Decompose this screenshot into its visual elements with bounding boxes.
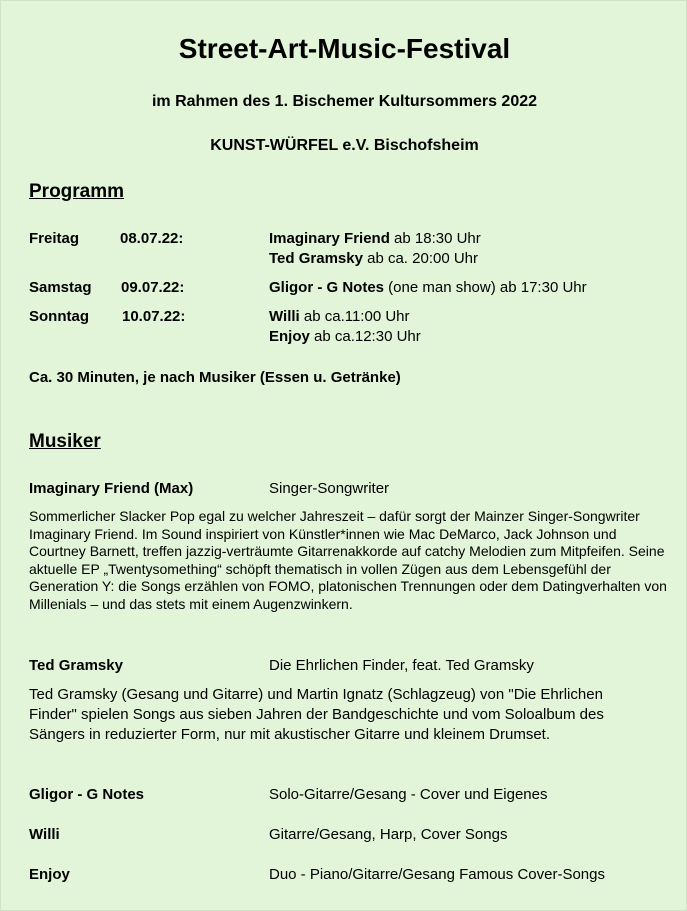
- musician-bio: Ted Gramsky (Gesang und Gitarre) und Martin Ignatz (Schlagzeug) von "Die Ehrlichen Finder" spielen Songs aus sieben Jahren der Bandgeschichte und vom Soloalbum des Sängers in reduzierter Form, nur mit akustischer Gitarre und kleinem Drumset.: [29, 686, 604, 743]
- musician-genre: Solo-Gitarre/Gesang - Cover und Eigenes: [269, 786, 548, 803]
- musiker-heading: Musiker: [29, 431, 101, 452]
- musician-genre: Singer-Songwriter: [269, 480, 390, 497]
- musician-genre: Gitarre/Gesang, Harp, Cover Songs: [269, 826, 508, 843]
- act-entry: [269, 250, 478, 267]
- page-title: Street-Art-Music-Festival: [178, 33, 511, 64]
- act-name: Willi: [269, 308, 300, 325]
- act-name: Ted Gramsky: [269, 250, 363, 267]
- day-label: Sonntag: [29, 308, 89, 325]
- act-entry: [269, 308, 410, 325]
- date-label: 08.07.22:: [120, 230, 184, 247]
- musician-name: Ted Gramsky: [29, 657, 123, 674]
- day-label: Samstag: [29, 279, 92, 296]
- musician-bio: Sommerlicher Slacker Pop egal zu welcher Jahreszeit – dafür sorgt der Mainzer Singer-Songwriter Imaginary Friend. Im Sound inspiriert von Künstler*innen wie Mac DeMarco, Jack Johnson und Courtney Barnett, treffen jazzig-verträumte Gitarrenakkorde auf catchy Melodien zum Mitpfeifen. Seine aktuelle EP „Twentysomething“ schöpft thematisch in vollen Zügen aus dem Lebensgefühl der Generation Y: die Songs erzählen von FOMO, platonischen Trennungen oder dem Datingverhalten von Millenials – und das stets mit einem Augenzwinkern.: [29, 508, 667, 612]
- day-label: Freitag: [29, 230, 80, 247]
- act-name: Imaginary Friend: [269, 230, 390, 247]
- subtitle: im Rahmen des 1. Bischemer Kultursommers 2022: [151, 93, 538, 110]
- duration-note: Ca. 30 Minuten, je nach Musiker (Essen u. Getränke): [29, 369, 401, 386]
- act-time: ab ca. 20:00 Uhr: [362, 250, 479, 267]
- act-entry: [269, 279, 587, 296]
- act-name: Gligor - G Notes: [269, 279, 385, 296]
- act-time: ab 18:30 Uhr: [389, 230, 481, 247]
- musician-genre: Die Ehrlichen Finder, feat. Ted Gramsky: [269, 657, 534, 674]
- act-time: ab ca.11:00 Uhr: [299, 308, 410, 325]
- act-name: Enjoy: [269, 328, 310, 345]
- act-entry: [269, 328, 421, 345]
- act-entry: [269, 230, 481, 247]
- musician-name: Imaginary Friend (Max): [29, 480, 194, 497]
- musician-name: Gligor - G Notes: [29, 786, 145, 803]
- musician-name: Enjoy: [29, 866, 70, 883]
- date-label: 10.07.22:: [122, 308, 186, 325]
- act-time: (one man show) ab 17:30 Uhr: [384, 279, 587, 296]
- musician-name: Willi: [29, 826, 60, 843]
- musician-genre: Duo - Piano/Gitarre/Gesang Famous Cover-Songs: [269, 866, 605, 883]
- date-label: 09.07.22:: [121, 279, 185, 296]
- organizer: KUNST-WÜRFEL e.V. Bischofsheim: [210, 137, 479, 154]
- programm-heading: Programm: [29, 181, 125, 202]
- act-time: ab ca.12:30 Uhr: [309, 328, 421, 345]
